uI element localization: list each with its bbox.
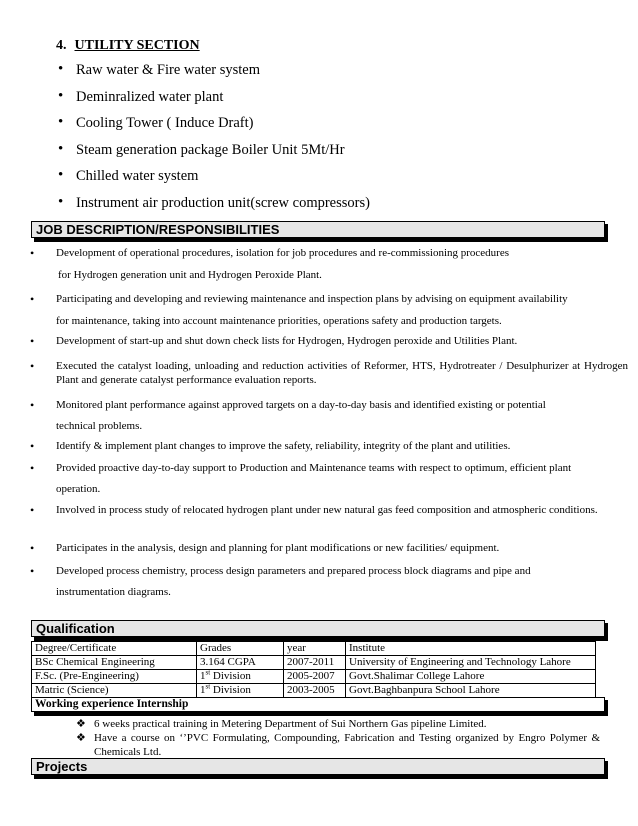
- bullet-icon: •: [30, 439, 35, 453]
- bullet-icon: •: [30, 246, 35, 260]
- list-item: • Raw water & Fire water system: [58, 62, 370, 89]
- table-row: F.Sc. (Pre-Engineering) 1st Division 2005-2007 Govt.Shalimar College Lahore: [32, 670, 596, 684]
- utility-section-title: [56, 38, 200, 54]
- diamond-bullet-icon: ❖: [76, 732, 86, 744]
- section-heading-projects: Projects: [31, 758, 605, 775]
- section-title-text: UTILITY SECTION: [74, 38, 200, 53]
- bullet-icon: •: [30, 334, 35, 348]
- section-heading-work-experience: Working experience Internship: [31, 697, 605, 712]
- list-item: • Deminralized water plant: [58, 89, 370, 116]
- bullet-icon: •: [30, 461, 35, 475]
- utility-list: [58, 62, 370, 221]
- list-item: • Cooling Tower ( Induce Draft): [58, 115, 370, 142]
- column-header: Grades: [197, 642, 284, 656]
- column-header: Degree/Certificate: [32, 642, 197, 656]
- list-item: • Instrument air production unit(screw compressors): [58, 195, 370, 222]
- qualification-table: [31, 641, 596, 698]
- table-header-row: [32, 642, 596, 656]
- table-row: Matric (Science) 1st Division 2003-2005 Govt.Baghbanpura School Lahore: [32, 684, 596, 698]
- bullet-icon: •: [30, 398, 35, 412]
- section-heading-qualification: Qualification: [31, 620, 605, 637]
- section-number: 4.: [56, 38, 67, 53]
- table-row: BSc Chemical Engineering 3.164 CGPA 2007-2011 University of Engineering and Technology Lahore: [32, 656, 596, 670]
- bullet-icon: •: [30, 292, 35, 306]
- column-header: Institute: [346, 642, 596, 656]
- list-item: • Chilled water system: [58, 168, 370, 195]
- bullet-icon: •: [30, 359, 35, 373]
- column-header: year: [284, 642, 346, 656]
- section-heading-responsibilities: JOB DESCRIPTION/RESPONSIBILITIES: [31, 221, 605, 238]
- bullet-icon: •: [30, 564, 35, 578]
- bullet-icon: •: [30, 503, 35, 517]
- list-item: • Steam generation package Boiler Unit 5Mt/Hr: [58, 142, 370, 169]
- bullet-icon: •: [30, 541, 35, 555]
- diamond-bullet-icon: ❖: [76, 718, 86, 730]
